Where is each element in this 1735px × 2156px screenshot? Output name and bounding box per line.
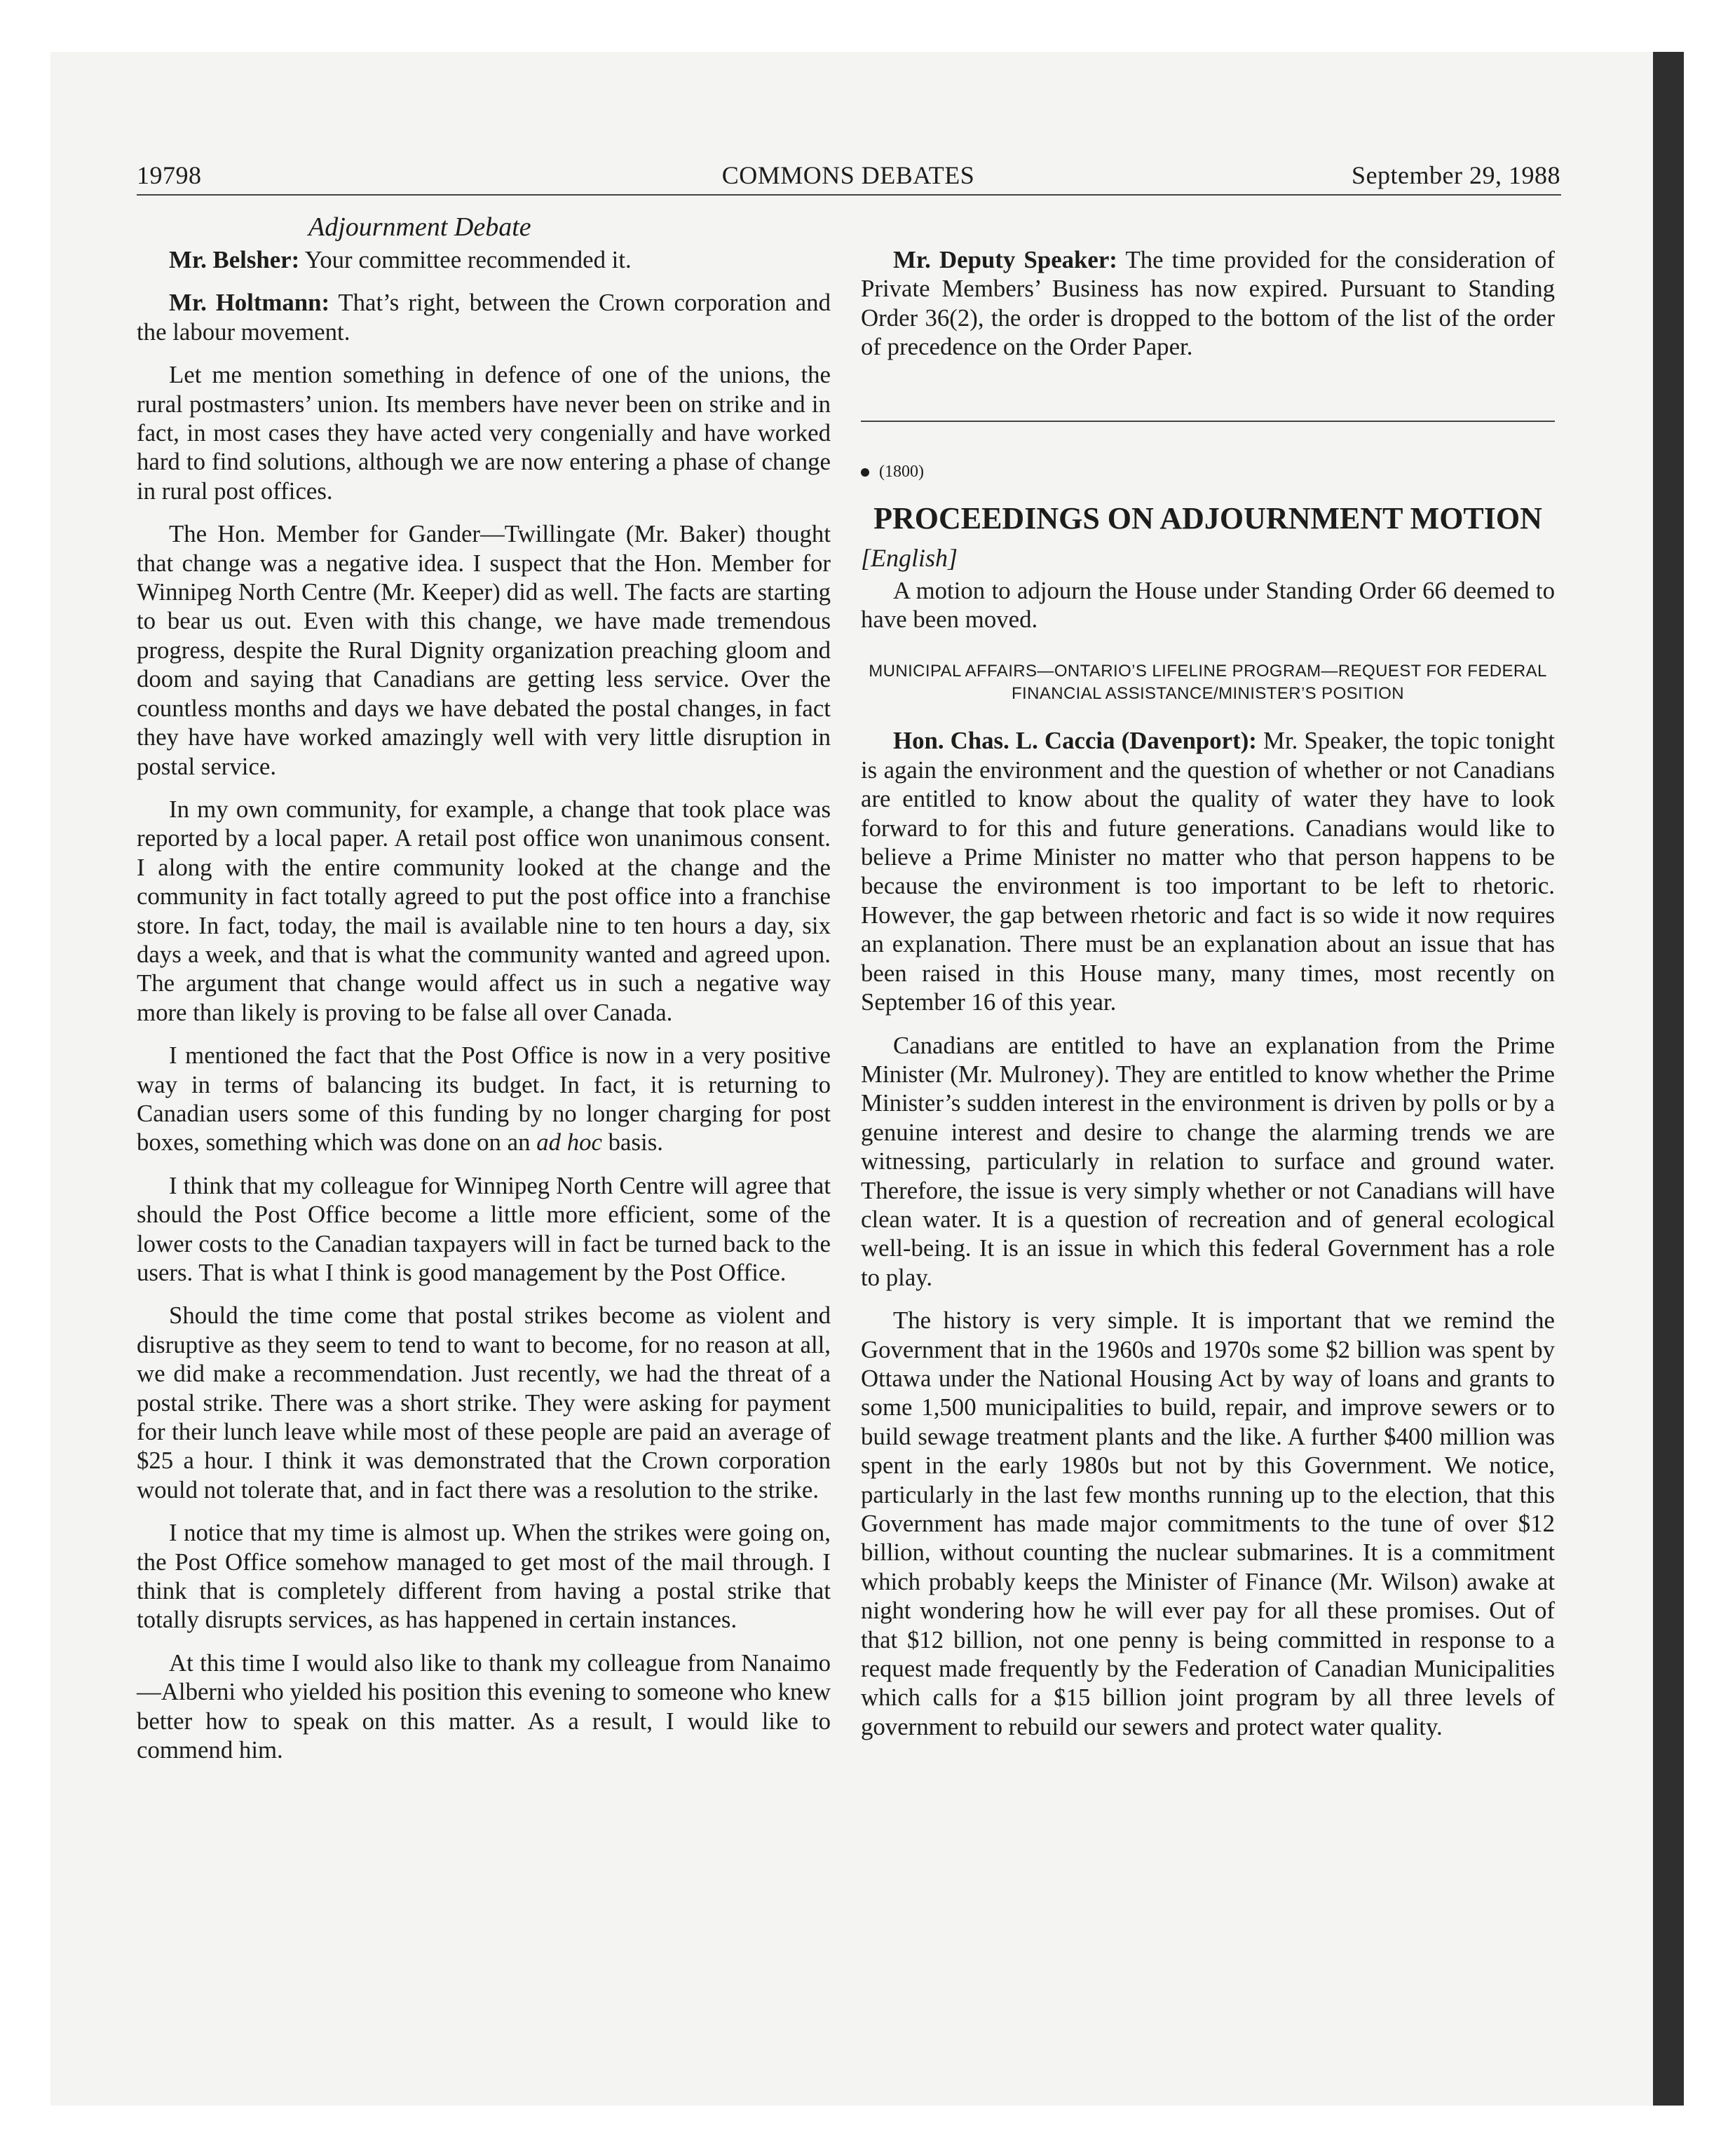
proceedings-heading: PROCEEDINGS ON ADJOURNMENT MOTION — [873, 500, 1542, 535]
speech-text: basis. — [601, 1128, 663, 1157]
scan-edge-shadow — [1653, 52, 1684, 2106]
paragraph: In my own community, for example, a change that took place was reported by a local paper. A retail post office won unanimous consent. I along with the entire community looked at the change and the community in fact totally agreed to put the post office into a franchise store. In fact, today, the mail is available nine to ten hours a day, six days a week, and that is what the community wanted and agreed upon. The argument that change would affect us in such a negative way more than likely is proving to be false all over Canada. — [137, 795, 831, 1026]
paragraph: At this time I would also like to thank my colleague from Nanaimo—Alberni who yielded his position this evening to someone who knew better how to speak on this matter. As a result, I would like to commend him. — [137, 1649, 831, 1764]
bullet-icon — [861, 468, 869, 477]
italic-term: ad hoc — [536, 1128, 602, 1157]
paragraph: Let me mention something in defence of one of the unions, the rural postmasters’ union. Its members have never been on strike and in fact, in most cases they have acted very congenially and have worked hard to find solutions, although we are now entering a phase of change in rural post offices. — [137, 361, 831, 505]
paragraph — [861, 726, 1555, 1016]
paragraph: I notice that my time is almost up. When the strikes were going on, the Post Office somehow managed to get most of the mail through. I think that is completely different from having a postal strike that totally disrupts services, as has happened in certain instances. — [137, 1519, 831, 1634]
speech-text: Mr. Speaker, the topic tonight is again the environment and the question of whether or not Canadians are entitled to know about the quality of water they have to look forward to for this and future generations. Canadians would like to believe a Prime Minister no matter who that person happens to be because the environment is too important to be left to rhetoric. However, the gap between rhetoric and fact is so wide it now requires an explanation. There must be an explanation about an issue that has been raised in this House many, many times, most recently on September 16 of this year. — [861, 727, 1555, 1016]
paragraph: A motion to adjourn the House under Standing Order 66 deemed to have been moved. — [861, 576, 1555, 634]
paragraph: The Hon. Member for Gander—Twillingate (Mr. Baker) thought that change was a negative idea. I suspect that the Hon. Member for Winnipeg North Centre (Mr. Keeper) did as well. The facts are starting to bear us out. Even with this change, we have made tremendous progress, despite the Rural Dignity organization preaching gloom and doom and saying that Canadians are getting less service. Over the countless months and days we have debated the postal changes, in fact they have have worked amazingly well with very little disruption in postal service. — [137, 520, 831, 780]
right-column — [861, 245, 1555, 1755]
speaker-name: Hon. Chas. L. Caccia (Davenport): — [893, 727, 1257, 755]
paragraph — [137, 1041, 831, 1157]
section-divider — [861, 421, 1555, 422]
language-tag: [English] — [861, 543, 958, 572]
paragraph — [861, 245, 1555, 362]
speaker-name: Mr. Deputy Speaker: — [893, 246, 1117, 273]
speaker-name: Mr. Holtmann: — [169, 289, 330, 317]
speech-text: That’s right, between the Crown corporation and the labour movement. — [137, 289, 831, 346]
page-number: 19798 — [137, 161, 202, 189]
speech-text: I mentioned the fact that the Post Office is now in a very positive way in terms of balancing its budget. In fact, it is returning to Canadian users some of this funding by no longer charging for post boxes, something which was done on an — [137, 1042, 831, 1157]
left-column — [137, 245, 831, 1779]
subject-heading: MUNICIPAL AFFAIRS—ONTARIO’S LIFELINE PROGRAM—REQUEST FOR FEDERAL FINANCIAL ASSISTANCE/MINISTER’S POSITION — [869, 662, 1547, 704]
speech-text: Your committee recommended it. — [299, 246, 632, 273]
speech-text: The time provided for the consideration of Private Members’ Business has now expired. Pursuant to Standing Order 36(2), the order is dropped to the bottom of the list of the order of precedence on the Order Paper. — [861, 246, 1555, 361]
paragraph — [137, 288, 831, 346]
section-label: Adjournment Debate — [308, 212, 531, 242]
paragraph: The history is very simple. It is important that we remind the Government that in the 1960s and 1970s some $2 billion was spent by Ottawa under the National Housing Act by way of loans and grants to some 1,500 municipalities to build, repair, and improve sewers or to build sewage treatment plants and the like. A further $400 million was spent in the early 1980s but not by this Government. We notice, particularly in the last few months running up to the election, that this Government has made major commitments to the tune of over $12 billion, without counting the nuclear submarines. It is a commitment which probably keeps the Minister of Finance (Mr. Wilson) awake at night wondering how he will ever pay for all these promises. Out of that $12 billion, not one penny is being committed in response to a request made frequently by the Federation of Canadian Municipalities which calls for a $15 billion joint program by all three levels of government to rebuild our sewers and protect water quality. — [861, 1306, 1555, 1740]
publication-title: COMMONS DEBATES — [721, 161, 975, 189]
speaker-name: Mr. Belsher: — [169, 246, 300, 273]
paragraph: Should the time come that postal strikes become as violent and disruptive as they seem to tend to want to become, for no reason at all, we did make a recommendation. Just recently, we had the threat of a postal strike. There was a short strike. They were asking for payment for their lunch leave while most of these people are paid an average of $25 a hour. I think it was demonstrated that the Crown corporation would not tolerate that, and in fact there was a resolution to the strike. — [137, 1302, 831, 1503]
paragraph: Canadians are entitled to have an explanation from the Prime Minister (Mr. Mulroney). They are entitled to know whether the Prime Minister’s sudden interest in the environment is driven by polls or by a genuine interest and desire to change the alarming trends we are witnessing, particularly in relation to surface and ground water. Therefore, the issue is very simply whether or not Canadians will have clean water. It is a question of recreation and of general ecological well-being. It is an issue in which this federal Government has a role to play. — [861, 1031, 1555, 1291]
paragraph — [137, 245, 831, 274]
timestamp — [861, 461, 1555, 482]
paragraph: I think that my colleague for Winnipeg North Centre will agree that should the Post Office become a little more efficient, some of the lower costs to the Canadian taxpayers will in fact be turned back to the users. That is what I think is good management by the Post Office. — [137, 1171, 831, 1286]
timestamp-text: (1800) — [879, 462, 924, 481]
publication-date: September 29, 1988 — [1352, 161, 1560, 189]
header-rule — [137, 194, 1561, 196]
